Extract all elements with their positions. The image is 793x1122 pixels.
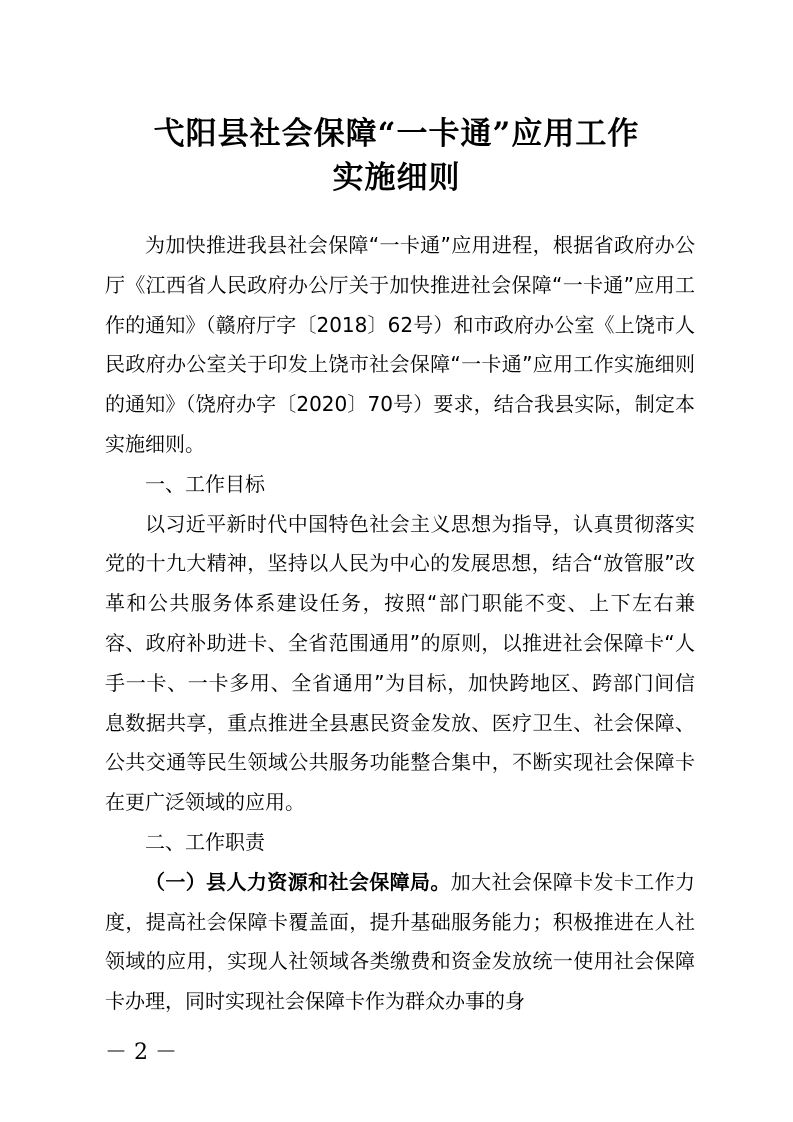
section-heading-goals: 一、工作目标 (145, 471, 265, 496)
document-title-line-1: 弋阳县社会保障“一卡通”应用工作 (153, 116, 640, 152)
section-heading-duties: 二、工作职责 (145, 829, 265, 854)
intro-paragraph: 为加快推进我县社会保障“一卡通”应用进程，根据省政府办公厅《江西省人民政府办公厅关于加快推进社会保障“一卡通”应用工作的通知》（赣府厅字〔2018〕62号）和市政府办公室《上饶市人民政府办公室关于印发上饶市社会保障“一卡通”应用工作实施细则的通知》（饶府办字〔2020〕70号）要求，结合我县实际，制定本实施细则。 (105, 233, 695, 456)
duties-item-body: 加大社会保障卡发卡工作力度，提高社会保障卡覆盖面，提升基础服务能力；积极推进在人社领域的应用，实现人社领域各类缴费和资金发放统一使用社会保障卡办理，同时实现社会保障卡作为群众办事的身 (105, 869, 696, 1014)
document-title-line-2: 实施细则 (332, 160, 461, 196)
goals-paragraph: 以习近平新时代中国特色社会主义思想为指导，认真贯彻落实党的十九大精神，坚持以人民为中心的发展思想，结合“放管服”改革和公共服务体系建设任务，按照“部门职能不变、上下左右兼容、政府补助进卡、全省范围通用”的原则，以推进社会保障卡“人手一卡、一卡多用、全省通用”为目标，加快跨地区、跨部门间信息数据共享，重点推进全县惠民资金发放、医疗卫生、社会保障、公共交通等民生领域公共服务功能整合集中，不断实现社会保障卡在更广泛领域的应用。 (105, 511, 695, 815)
page-number: － 2 － (105, 1040, 177, 1065)
document-body (105, 226, 695, 1022)
duties-paragraph-1 (105, 863, 695, 1022)
duties-item-lead: （一）县人力资源和社会保障局。 (145, 869, 451, 894)
